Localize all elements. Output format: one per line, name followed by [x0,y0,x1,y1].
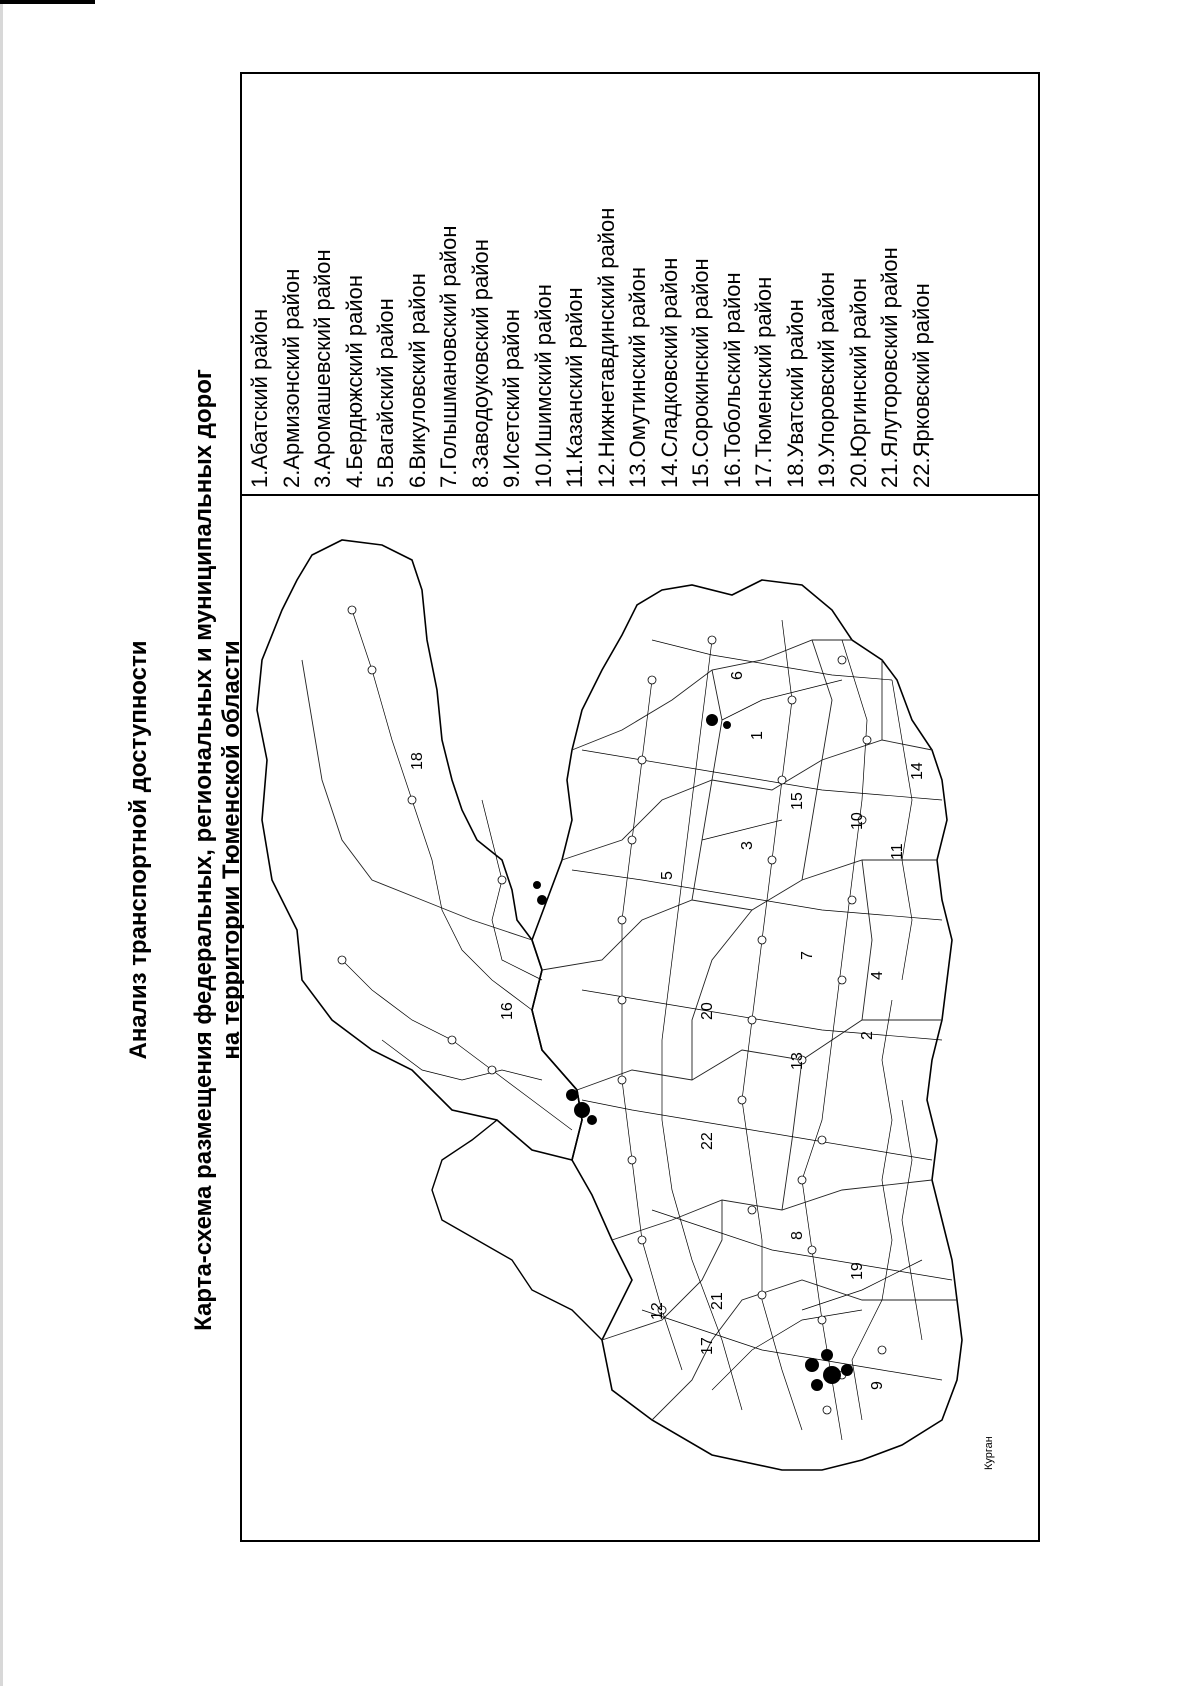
subtitle-line-1: Карта-схема размещения федеральных, региональных и муниципальных дорог [190,369,217,1331]
legend-item: 15.Сорокинский район [688,258,713,488]
legend-item: 21.Ялуторовский район [877,247,902,488]
rotated-page [0,50,1100,1650]
district-label-9: 9 [869,1381,886,1390]
subtitle-line-2: на территории Тюменской области [218,640,245,1060]
legend-item: 18.Уватский район [782,299,808,488]
district-label-3: 3 [739,841,756,850]
district-label-17: 17 [699,1337,716,1355]
legend-item: 14.Сладковский район [656,257,682,488]
west-region-outline [432,1120,602,1340]
legend-item: 2.Армизонский район [278,268,304,488]
district-label-14: 14 [909,762,926,780]
settlement-markers [338,606,886,1414]
district-label-6: 6 [729,671,746,680]
legend-item: 22.Ярковский район [908,283,934,488]
district-legend [244,78,937,488]
page-title: Анализ транспортной доступности [125,640,152,1060]
district-label-18: 18 [409,752,426,770]
district-label-15: 15 [789,792,806,810]
frame-divider [242,494,1038,496]
district-label-7: 7 [799,951,816,960]
north-region-outline [257,540,582,1160]
legend-item: 16.Тобольский район [719,272,745,488]
legend-item: 19.Упоровский район [814,271,839,488]
city-label-kurgan: Курган [983,1436,995,1470]
legend-item: 1.Абатский район [247,308,272,488]
region-map-svg [242,496,1038,1540]
legend-item: 12.Нижнетавдинский район [593,207,619,488]
legend-item: 11.Казанский район [562,287,587,488]
district-label-1: 1 [749,731,766,740]
map-frame [240,72,1040,1542]
legend-item: 6.Викуловский район [404,273,430,488]
district-label-12: 12 [649,1302,666,1320]
legend-item: 7.Голышмановский район [436,225,461,488]
legend-item: 5.Вагайский район [373,298,398,488]
map-subtitle [190,50,246,1650]
legend-item: 8.Заводоуковский район [467,239,493,488]
legend-item: 13.Омутинский район [625,266,650,488]
district-label-8: 8 [789,1231,806,1240]
legend-item: 17.Тюменский район [751,276,776,488]
district-label-5: 5 [659,871,676,880]
district-label-19: 19 [849,1262,866,1280]
district-label-22: 22 [699,1132,716,1150]
district-label-13: 13 [789,1052,806,1070]
legend-item: 3.Аромашевский район [310,249,335,488]
district-label-10: 10 [849,812,866,830]
legend-item: 10.Ишимский район [530,284,556,488]
district-label-16: 16 [499,1002,516,1020]
legend-item: 4.Бердюжский район [341,274,367,488]
district-label-4: 4 [869,971,886,980]
region-map [242,496,1038,1540]
legend-item: 9.Исетский район [499,309,524,488]
district-label-20: 20 [699,1002,716,1020]
legend-item: 20.Юргинский район [845,278,871,488]
district-label-11: 11 [889,843,906,860]
district-label-2: 2 [859,1031,876,1040]
district-boundaries [302,640,957,1420]
district-label-21: 21 [709,1292,726,1310]
road-network [342,610,952,1440]
corner-mark [0,0,95,4]
